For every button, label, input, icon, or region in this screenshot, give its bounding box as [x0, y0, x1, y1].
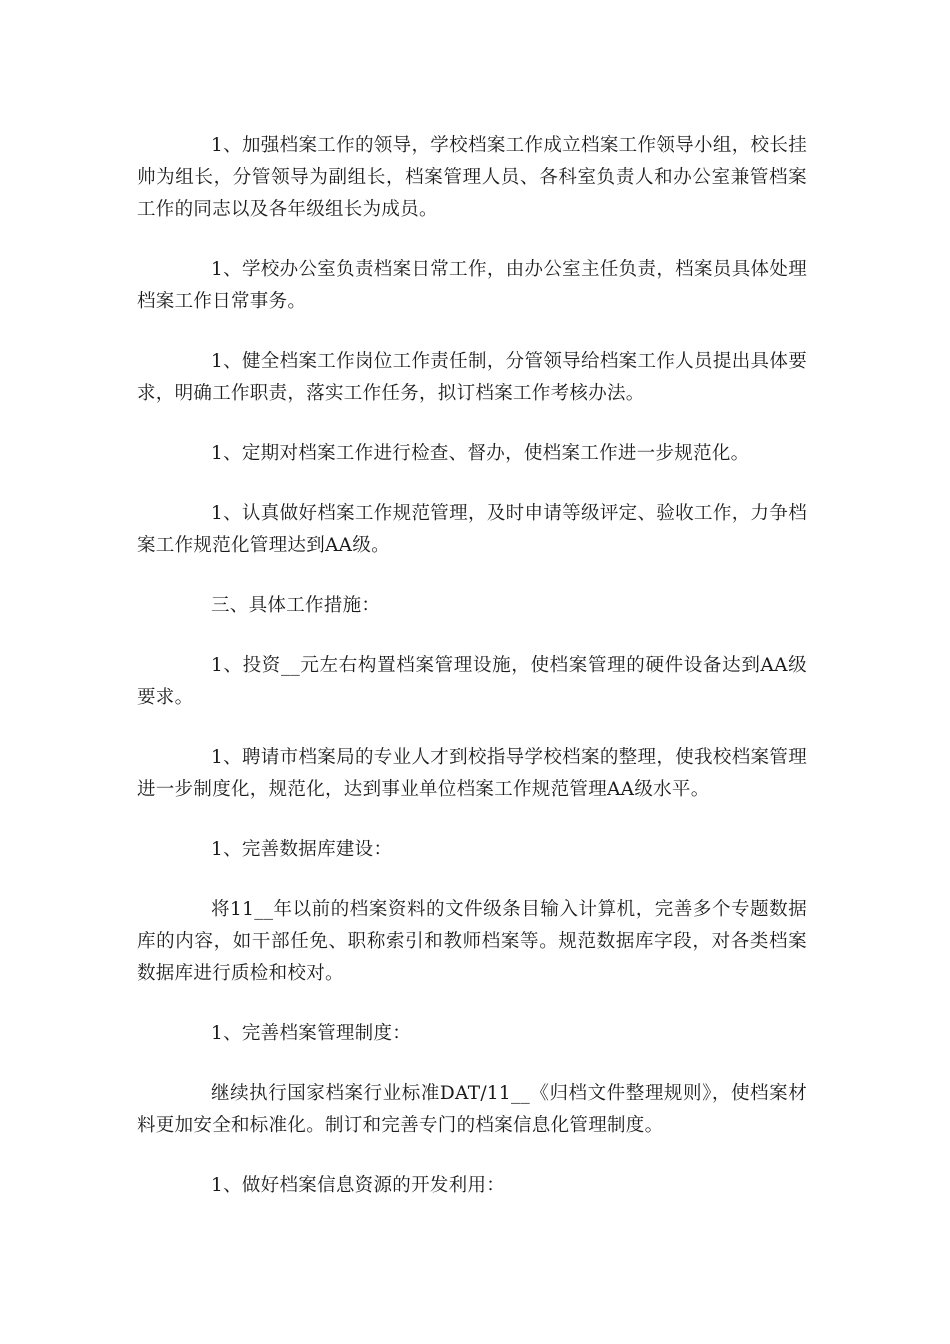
paragraph-standard-management: 1、认真做好档案工作规范管理，及时申请等级评定、验收工作，力争档案工作规范化管理达到AA级。: [137, 503, 807, 556]
paragraph-experts: 1、聘请市档案局的专业人才到校指导学校档案的整理，使我校档案管理进一步制度化，规范化，达到事业单位档案工作规范管理AA级水平。: [137, 747, 807, 800]
section-heading-measures: 三、具体工作措施：: [211, 595, 381, 616]
paragraph-system-detail: 继续执行国家档案行业标准DAT/11__《归档文件整理规则》，使档案材料更加安全和标准化。制订和完善专门的档案信息化管理制度。: [137, 1083, 807, 1136]
paragraph-resource-heading: 1、做好档案信息资源的开发利用：: [211, 1175, 506, 1196]
paragraph-office-duty: 1、学校办公室负责档案日常工作，由办公室主任负责，档案员具体处理档案工作日常事务。: [137, 259, 807, 312]
document-body: [137, 130, 807, 1230]
paragraph-inspection: 1、定期对档案工作进行检查、督办，使档案工作进一步规范化。: [211, 443, 750, 464]
paragraph-database-heading: 1、完善数据库建设：: [211, 839, 393, 860]
paragraph-system-heading: 1、完善档案管理制度：: [211, 1023, 412, 1044]
paragraph-database-detail: 将11__年以前的档案资料的文件级条目输入计算机，完善多个专题数据库的内容，如干部任免、职称索引和教师档案等。规范数据库字段，对各类档案数据库进行质检和校对。: [137, 899, 807, 984]
paragraph-responsibility-system: 1、健全档案工作岗位工作责任制，分管领导给档案工作人员提出具体要求，明确工作职责，落实工作任务，拟订档案工作考核办法。: [137, 351, 807, 404]
paragraph-leadership: 1、加强档案工作的领导，学校档案工作成立档案工作领导小组，校长挂帅为组长，分管领导为副组长，档案管理人员、各科室负责人和办公室兼管档案工作的同志以及各年级组长为成员。: [137, 135, 807, 220]
paragraph-investment: 1、投资__元左右构置档案管理设施，使档案管理的硬件设备达到AA级要求。: [137, 655, 807, 708]
